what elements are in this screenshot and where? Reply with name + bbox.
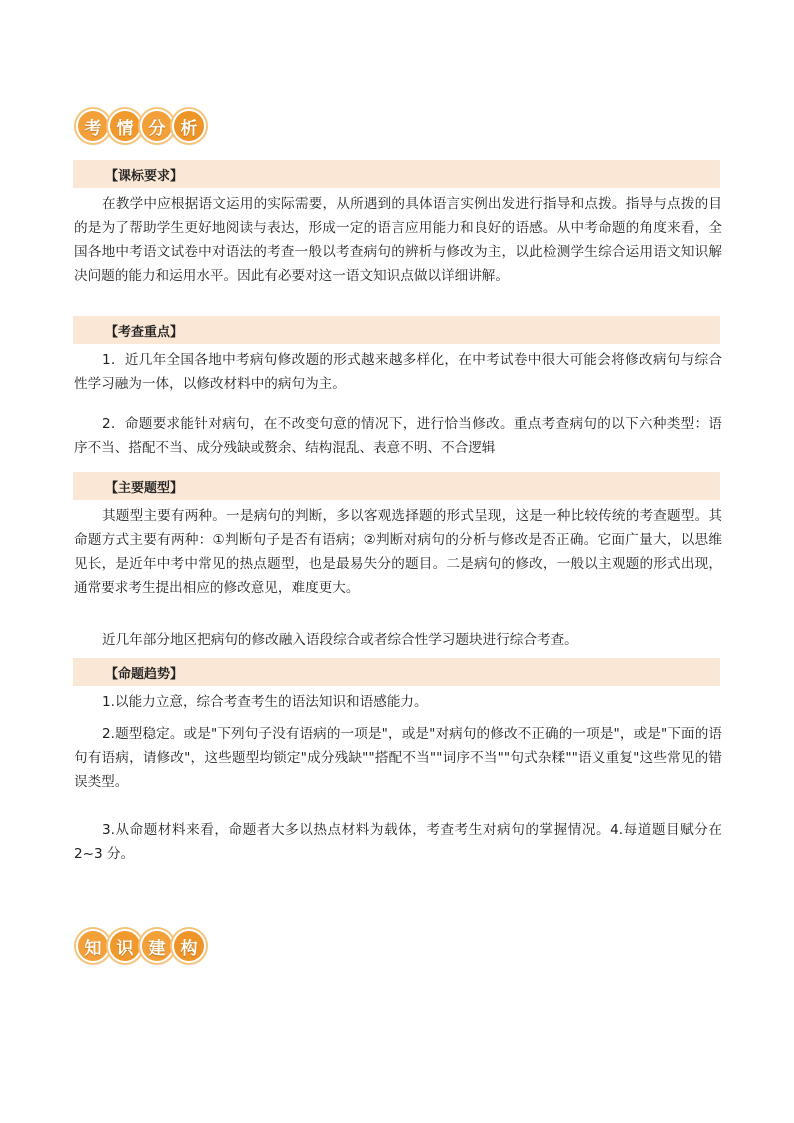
trends-item-2: 2.题型稳定。或是"下列句子没有语病的一项是"，或是"对病句的修改不正确的一项是"，或是"下面的语句有语病，请修改"，这些题型均锁定"成分残缺""搭配不当""词序不当""句式杂糅""语义重复"这些常见的错误类型。 <box>74 726 722 790</box>
badge-char: 构 <box>172 929 206 963</box>
badge-char: 析 <box>172 109 206 143</box>
section-header-focus: 【考查重点】 <box>73 316 720 344</box>
badge-char: 考 <box>76 109 110 143</box>
types-paragraph-1: 其题型主要有两种。一是病句的判断，多以客观选择题的形式呈现，这是一种比较传统的考查题型。其命题方式主要有两种：①判断句子是否有语病；②判断对病句的分析与修改是否正确。它面广量大，以思维见长，是近年中考中常见的热点题型，也是最易失分的题目。二是病句的修改，一般以主观题的形式出现，通常要求考生提出相应的修改意见，难度更大。 <box>74 508 722 596</box>
focus-item-1: 1．近几年全国各地中考病句修改题的形式越来越多样化，在中考试卷中很大可能会将修改病句与综合性学习融为一体，以修改材料中的病句为主。 <box>74 352 722 392</box>
trends-item-3: 3.从命题材料来看，命题者大多以热点材料为载体，考查考生对病句的掌握情况。4.每道题目赋分在 2~3 分。 <box>74 822 722 862</box>
badge-char: 分 <box>140 109 174 143</box>
section-header-curriculum: 【课标要求】 <box>73 160 720 188</box>
badge-char: 知 <box>76 929 110 963</box>
types-paragraph-2: 近几年部分地区把病句的修改融入语段综合或者综合性学习题块进行综合考查。 <box>102 632 578 648</box>
section-header-types: 【主要题型】 <box>73 472 720 500</box>
focus-item-2: 2．命题要求能针对病句，在不改变句意的情况下，进行恰当修改。重点考查病句的以下六种类型：语序不当、搭配不当、成分残缺或赘余、结构混乱、表意不明、不合逻辑 <box>74 416 722 456</box>
badge-char: 情 <box>108 109 142 143</box>
curriculum-paragraph: 在教学中应根据语文运用的实际需要，从所遇到的具体语言实例出发进行指导和点拨。指导与点拨的目的是为了帮助学生更好地阅读与表达，形成一定的语言应用能力和良好的语感。从中考命题的角度来看，全国各地中考语文试卷中对语法的考查一般以考查病句的辨析与修改为主，以此检测学生综合运用语文知识解决问题的能力和运用水平。因此有必要对这一语文知识点做以详细讲解。 <box>74 196 722 284</box>
badge-char: 建 <box>140 929 174 963</box>
section-badge-exam-analysis <box>76 106 204 146</box>
trends-item-1: 1.以能力立意，综合考查考生的语法知识和语感能力。 <box>102 694 428 710</box>
section-header-trends: 【命题趋势】 <box>73 658 720 686</box>
section-badge-knowledge-structure <box>76 926 204 966</box>
badge-char: 识 <box>108 929 142 963</box>
